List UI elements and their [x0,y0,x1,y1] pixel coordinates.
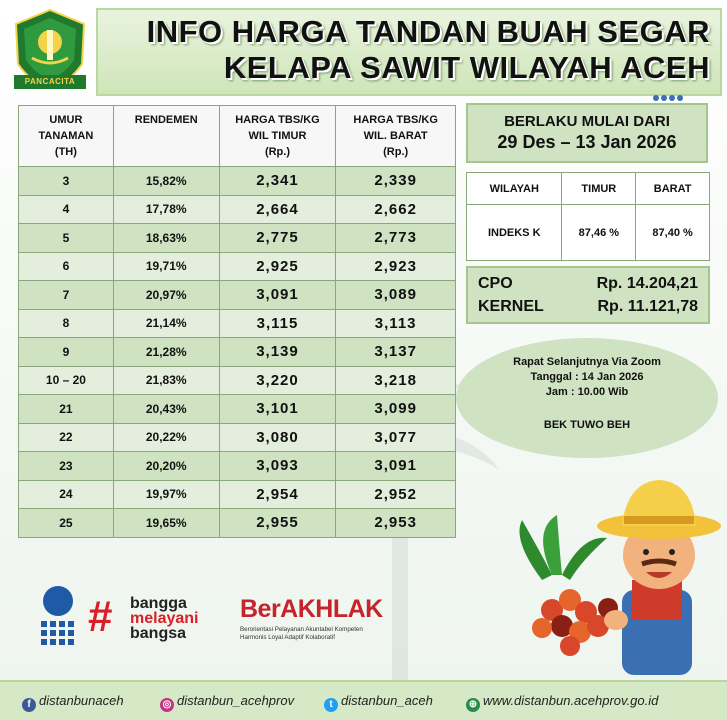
rendemen-cell: 20,22% [113,423,219,452]
barat-price-cell: 3,113 [336,309,456,338]
header-umur-line1: UMUR [49,114,83,126]
umur-cell: 9 [19,338,114,367]
price-table-row [19,423,456,452]
umur-cell: 21 [19,395,114,424]
facebook-icon: f [22,698,36,712]
rendemen-cell: 17,78% [113,195,219,224]
index-header-barat: BARAT [636,173,710,205]
rendemen-cell: 20,20% [113,452,219,481]
cpo-row [478,275,702,297]
timur-price-cell: 2,954 [219,480,336,509]
title-line-1: INFO HARGA TANDAN BUAH SEGAR [146,14,710,49]
meeting-slogan: BEK TUWO BEH [543,419,631,431]
barat-price-cell: 3,089 [336,281,456,310]
instagram-handle: distanbun_acehprov [177,693,295,708]
footer-instagram[interactable] [160,692,294,710]
meeting-date: Tanggal : 14 Jan 2026 [530,371,644,383]
footer-facebook[interactable] [22,692,124,710]
price-table-row [19,395,456,424]
price-table-row [19,509,456,538]
umur-cell: 7 [19,281,114,310]
header-umur-line3: (TH) [54,146,77,158]
price-table-row [19,224,456,253]
bangga-text [130,596,198,641]
index-table-row [467,205,710,261]
umur-cell: 3 [19,167,114,196]
price-table-body [19,167,456,538]
cpo-label: CPO [478,275,513,292]
rendemen-cell: 21,28% [113,338,219,367]
barat-price-cell: 2,662 [336,195,456,224]
bangga-line-2: melayani [130,610,199,627]
rendemen-cell: 21,14% [113,309,219,338]
timur-price-cell: 3,101 [219,395,336,424]
rendemen-cell: 21,83% [113,366,219,395]
bangga-melayani-bangsa-logo [88,594,228,642]
umur-cell: 25 [19,509,114,538]
globe-icon: ⊕ [466,698,480,712]
index-k-table [466,172,710,261]
price-table-row [19,338,456,367]
berakhlak-logo [240,585,440,645]
index-header-timur: TIMUR [562,173,636,205]
timur-price-cell: 2,341 [219,167,336,196]
timur-price-cell: 3,080 [219,423,336,452]
rendemen-cell: 15,82% [113,167,219,196]
timur-price-cell: 2,664 [219,195,336,224]
meeting-line-1: Rapat Selanjutnya Via Zoom [513,356,661,368]
timur-price-cell: 3,139 [219,338,336,367]
meeting-time: Jam : 10.00 Wib [545,386,629,398]
barat-price-cell: 2,952 [336,480,456,509]
header-timur [219,106,336,167]
kernel-value: Rp. 11.121,78 [597,298,698,315]
barat-price-cell: 3,218 [336,366,456,395]
timur-price-cell: 3,115 [219,309,336,338]
hash-icon: # [88,592,113,641]
website-url: www.distanbun.acehprov.go.id [483,693,659,708]
farmer-with-palm-fruit-icon [512,460,726,675]
umur-cell: 5 [19,224,114,253]
rendemen-cell: 20,97% [113,281,219,310]
price-table-row [19,167,456,196]
rendemen-cell: 19,71% [113,252,219,281]
header-barat-line1: HARGA TBS/KG [353,114,438,126]
timur-price-cell: 3,220 [219,366,336,395]
price-table-row [19,452,456,481]
commodity-price-box [466,266,710,324]
umur-cell: 22 [19,423,114,452]
price-table-header-row [19,106,456,167]
umur-cell: 8 [19,309,114,338]
price-table-row [19,480,456,509]
price-table-row [19,366,456,395]
berakhlak-line-1: Berorientasi Pelayanan Akuntabel Kompeten [240,626,363,633]
logo-label: PANCACITA [14,75,86,89]
barat-price-cell: 3,077 [336,423,456,452]
header-timur-line1: HARGA TBS/KG [235,114,320,126]
timur-price-cell: 3,093 [219,452,336,481]
index-k-timur: 87,46 % [562,205,636,261]
bangga-line-1: bangga [130,595,187,612]
rendemen-cell: 19,65% [113,509,219,538]
header-rendemen [113,106,219,167]
kernel-label: KERNEL [478,298,544,315]
cpo-value: Rp. 14.204,21 [596,275,698,292]
bangga-line-3: bangsa [130,625,187,642]
barat-price-cell: 3,091 [336,452,456,481]
rendemen-cell: 19,97% [113,480,219,509]
header-rendemen-label: RENDEMEN [134,114,198,126]
umur-cell: 4 [19,195,114,224]
barat-price-cell: 2,339 [336,167,456,196]
barat-price-cell: 2,953 [336,509,456,538]
umur-cell: 6 [19,252,114,281]
agency-dots-logo-icon [38,585,78,649]
barat-price-cell: 2,923 [336,252,456,281]
timur-price-cell: 2,955 [219,509,336,538]
rendemen-cell: 18,63% [113,224,219,253]
meeting-info-bubble [456,338,718,458]
umur-cell: 23 [19,452,114,481]
index-k-barat: 87,40 % [636,205,710,261]
header-umur [19,106,114,167]
berakhlak-line-2: Harmonis Loyal Adaptif Kolaboratif [240,634,335,641]
instagram-icon: ◎ [160,698,174,712]
header-umur-line2: TANAMAN [38,130,94,142]
facebook-handle: distanbunaceh [39,693,124,708]
rendemen-cell: 20,43% [113,395,219,424]
twitter-icon: t [324,698,338,712]
index-k-label: INDEKS K [467,205,562,261]
header-timur-line3: (Rp.) [264,146,290,158]
berakhlak-title: BerAKHLAK [240,595,383,623]
validity-box [466,103,708,163]
validity-label: BERLAKU MULAI DARI [504,113,670,130]
index-table-header-row [467,173,710,205]
umur-cell: 24 [19,480,114,509]
twitter-handle: distanbun_aceh [341,693,433,708]
berakhlak-subtitle [240,626,440,642]
header-barat-line2: WIL. BARAT [363,130,428,142]
header-barat-line3: (Rp.) [383,146,409,158]
footer-website[interactable] [466,692,658,710]
footer-twitter[interactable] [324,692,433,710]
umur-cell: 10 – 20 [19,366,114,395]
price-table-row [19,309,456,338]
index-header-wilayah: WILAYAH [467,173,562,205]
barat-price-cell: 3,099 [336,395,456,424]
timur-price-cell: 2,925 [219,252,336,281]
footer-social-bar [0,680,727,720]
barat-price-cell: 2,773 [336,224,456,253]
title-line-2: KELAPA SAWIT WILAYAH ACEH [223,50,710,85]
validity-dates: 29 Des – 13 Jan 2026 [497,132,677,152]
header-barat [336,106,456,167]
price-table-row [19,252,456,281]
timur-price-cell: 2,775 [219,224,336,253]
price-table-row [19,195,456,224]
barat-price-cell: 3,137 [336,338,456,367]
timur-price-cell: 3,091 [219,281,336,310]
page-title [100,14,710,86]
header-timur-line2: WIL TIMUR [248,130,307,142]
price-table-row [19,281,456,310]
kernel-row [478,298,702,320]
price-table [18,105,456,538]
